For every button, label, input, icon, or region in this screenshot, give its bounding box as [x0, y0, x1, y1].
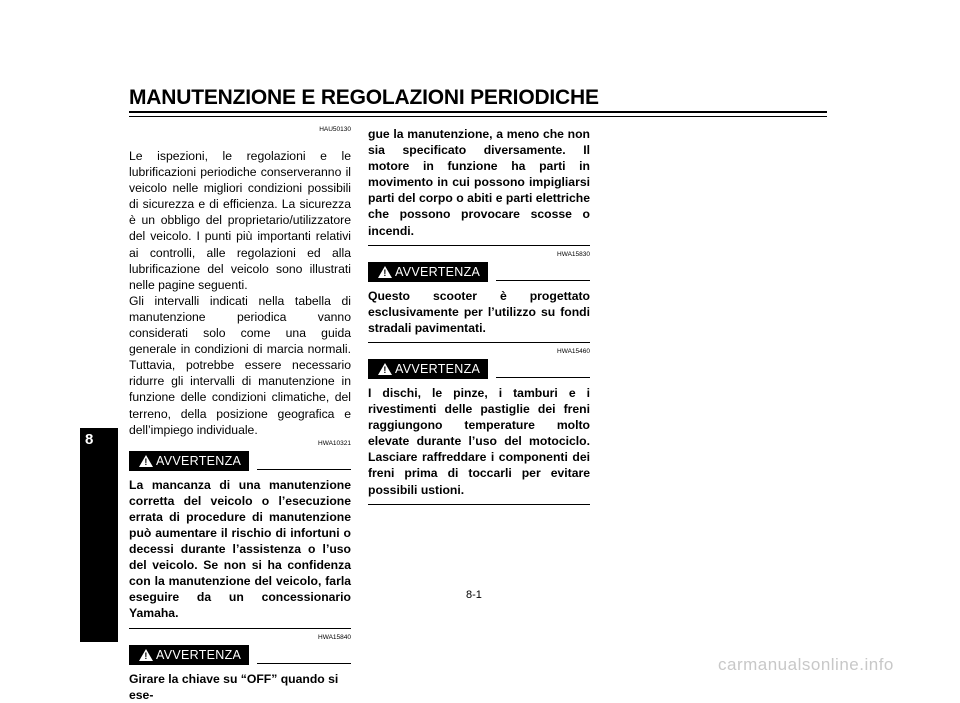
page-title: MANUTENZIONE E REGOLAZIONI PERIODICHE: [129, 86, 599, 109]
warning-text-continued: gue la manutenzione, a meno che non sia specificato diversamente. Il motore in funzione ha parti in movimento in cui possono impigliarsi parti del corpo o abiti e parti elettriche che possono provocare scosse o incendi.: [368, 127, 590, 238]
title-rule-thin: [129, 116, 827, 117]
section-code: HAU50130: [319, 126, 351, 133]
warning-header: [368, 262, 590, 284]
warning-end-rule: [368, 342, 590, 343]
warning-label: AVVERTENZA: [156, 647, 242, 662]
watermark: carmanualsonline.info: [718, 655, 894, 674]
warning-code: HWA15830: [557, 250, 590, 258]
warning-label: AVVERTENZA: [156, 453, 242, 468]
title-rule-thick: [129, 111, 827, 113]
warning-badge: [368, 262, 488, 282]
warning-header-rule: [496, 280, 590, 281]
warning-label: AVVERTENZA: [395, 264, 481, 279]
warning-code: HWA10321: [318, 439, 351, 447]
warning-header-rule: [496, 377, 590, 378]
exclamation-icon: !: [144, 456, 148, 467]
exclamation-icon: !: [383, 267, 387, 278]
warning-text: Girare la chiave su “OFF” quando si ese-: [129, 671, 339, 702]
intro-paragraph-2: Gli intervalli indicati nella tabella di manutenzione periodica vanno considerati solo come una guida generale in condizioni di marcia normali. Tuttavia, potrebbe essere necessario ridurre gli intervalli di manutenzione in funzione delle condizioni climatiche, del terreno, della posizione geografica e dell’impiego individuale.: [129, 293, 351, 437]
warning-code: HWA15840: [318, 633, 351, 641]
warning-header: [129, 645, 351, 667]
warning-text: Questo scooter è progettato esclusivamente per l’utilizzo su fondi stradali pavimentati.: [368, 288, 590, 335]
warning-badge: [129, 451, 249, 471]
warning-label: AVVERTENZA: [395, 361, 481, 376]
right-column: [368, 126, 590, 510]
intro-paragraph-1: Le ispezioni, le regolazioni e le lubrificazioni periodiche conserveranno il veicolo nelle migliori condizioni possibili di sicurezza e di efficienza. La sicurezza è un obbligo del proprietario/utilizzatore del veicolo. I punti più importanti relativi ai controlli, alle regolazioni ed alla lubrificazione del veicolo sono illustrati nelle pagine seguenti.: [129, 149, 351, 292]
warning-code: HWA15460: [557, 347, 590, 355]
warning-header-rule: [257, 469, 351, 470]
warning-header: [368, 359, 590, 381]
exclamation-icon: !: [383, 364, 387, 375]
chapter-tab: [80, 428, 118, 642]
warning-end-rule: [368, 245, 590, 246]
page-number: 8-1: [466, 589, 482, 601]
warning-header: [129, 451, 351, 473]
warning-header-rule: [257, 663, 351, 664]
warning-end-rule: [368, 504, 590, 505]
warning-text: I dischi, le pinze, i tamburi e i rivestimenti delle pastiglie dei freni raggiungono temperature molto elevate durante l’uso del motociclo. Lasciare raffreddare i componenti dei freni prima di toccarli per evitare possibili ustioni.: [368, 385, 590, 497]
warning-text: La mancanza di una manutenzione corretta del veicolo o l’esecuzione errata di procedure di manutenzione può aumentare il rischio di infortuni o decessi durante l’assistenza o l’uso del veicolo. Se non si ha confidenza con la manutenzione del veicolo, farla eseguire da un concessionario Yamaha.: [129, 477, 351, 621]
exclamation-icon: !: [144, 650, 148, 661]
warning-badge: [368, 359, 488, 379]
warning-badge: [129, 645, 249, 665]
left-column: [129, 126, 351, 703]
warning-end-rule: [129, 628, 351, 629]
chapter-tab-number: 8: [85, 431, 94, 448]
